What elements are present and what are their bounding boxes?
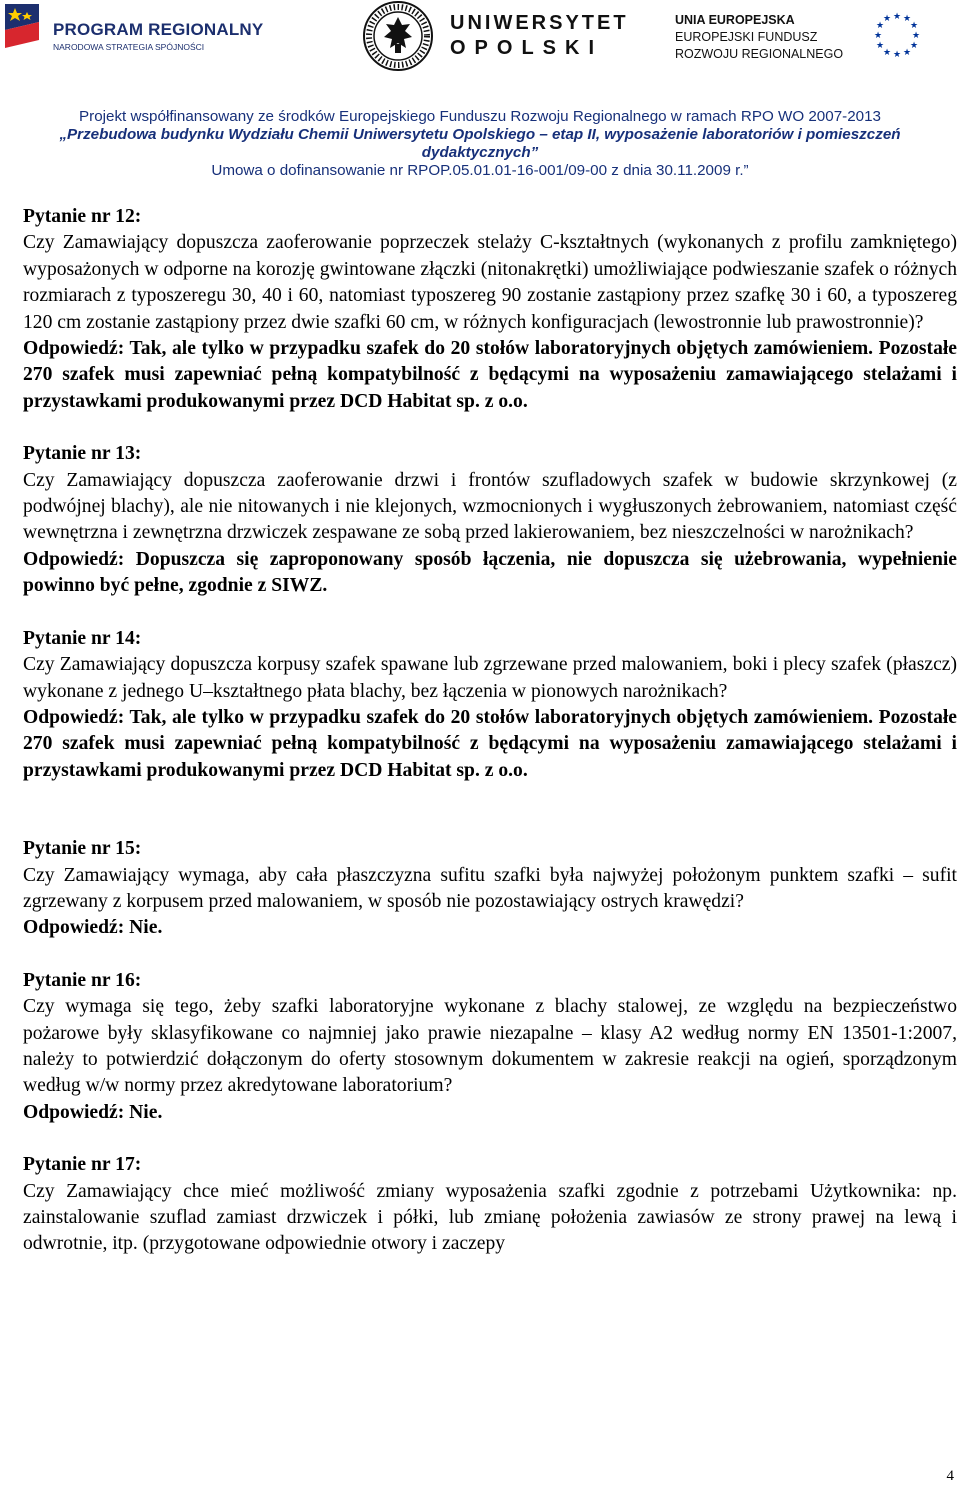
university-seal-icon (362, 0, 434, 72)
uniwersytet-opolski-logo (362, 0, 629, 72)
answer (23, 1100, 957, 1126)
eu-flag-icon (845, 8, 949, 66)
svg-text:★: ★ (873, 31, 883, 41)
svg-text:★: ★ (892, 12, 902, 22)
question-block (23, 441, 957, 599)
answer (23, 915, 957, 941)
answer-text: Tak, ale tylko w przypadku szafek do 20 stołów laboratoryjnych objętych zamówieniem. Pozostałe 270 szafek musi zapewniać pełną kompatybilność z będącymi na wyposażeniu zamawiającego stelażami i przystawkami produkowanymi przez DCD Habitat sp. z o.o. (23, 706, 958, 781)
answer-text: Nie. (129, 1101, 163, 1123)
project-banner (40, 108, 920, 180)
eu-name-line1: UNIA EUROPEJSKA (675, 13, 795, 27)
program-regionalny-name: PROGRAM REGIONALNY (53, 20, 264, 39)
question-title: Pytanie nr 13: (23, 443, 142, 465)
question-text: Czy Zamawiający wymaga, aby cała płaszczyzna sufitu szafki była najwyżej położonym punktem szafki – sufit zgrzewany z korpusem przed malowaniem, w sposób nie pozostawiający ostrych krawędzi? (23, 864, 957, 912)
question-block (23, 836, 957, 942)
pl-flag-icon (3, 2, 47, 58)
answer-label: Odpowiedź: (23, 548, 125, 570)
question-title: Pytanie nr 12: (23, 206, 142, 227)
answer-label: Odpowiedź: (23, 1101, 125, 1123)
question-block (23, 626, 957, 784)
banner-line-agreement: Umowa o dofinansowanie nr RPOP.05.01.01-16-001/09-00 z dnia 30.11.2009 r.” (211, 162, 749, 179)
university-name-line1: UNIWERSYTET (450, 12, 629, 34)
answer (23, 336, 957, 415)
question-text: Czy Zamawiający dopuszcza zaoferowanie drzwi i frontów szufladowych szafek w budowie skrzynkowej (z podwójnej blachy), ale nie nitowanych i nie klejonych, wzmocnionych i wygłuszonych żebrowaniem, natomiast część wewnętrzna i zewnętrzna drzwiczek zespawane ze sobą przed lakierowaniem, bez nieszczelności w narożnikach? (23, 469, 957, 544)
answer-text: Nie. (129, 917, 163, 939)
page-number: 4 (946, 1468, 954, 1484)
program-regionalny-logo (3, 2, 264, 62)
question-title: Pytanie nr 14: (23, 627, 142, 649)
question-text: Czy Zamawiający dopuszcza zaoferowanie poprzeczek stelaży C-kształtnych (wykonanych z profilu zamkniętego) wyposażonych w odporne na korozję gwintowane złączki (nitonakrętki) umożliwiające podwieszanie szafek o różnych rozmiarach z typoszeregu 30, 40 i 60, natomiast typoszereg 90 zostanie zastąpiony przez szafkę 30 i 60, a typoszereg 120 cm zostanie zastąpiony przez dwie szafki 60 cm, w różnych konfiguracjach (lewostronnie lub prawostronnie)? (23, 232, 957, 333)
question-block (23, 968, 957, 1126)
question-block (23, 204, 957, 415)
svg-text:★: ★ (892, 50, 902, 60)
eu-name-line3: ROZWOJU REGIONALNEGO (675, 47, 844, 61)
banner-line-project-title: „Przebudowa budynku Wydziału Chemii Uniwersytetu Opolskiego – etap II, wyposażenie laboratoriów i pomieszczeń dydaktycznych” (59, 126, 901, 161)
question-title: Pytanie nr 16: (23, 969, 142, 991)
svg-text:★: ★ (902, 14, 912, 24)
svg-text:★: ★ (911, 31, 921, 41)
answer-label: Odpowiedź: (23, 917, 125, 939)
answer (23, 705, 957, 784)
answer-label: Odpowiedź: (23, 706, 125, 728)
svg-text:★: ★ (882, 14, 892, 24)
question-title: Pytanie nr 15: (23, 838, 142, 860)
question-title: Pytanie nr 17: (23, 1154, 142, 1176)
answer-text: Tak, ale tylko w przypadku szafek do 20 stołów laboratoryjnych objętych zamówieniem. Pozostałe 270 szafek musi zapewniać pełną kompatybilność z będącymi na wyposażeniu zamawiającego stelażami i przystawkami produkowanymi przez DCD Habitat sp. z o.o. (23, 338, 958, 412)
svg-text:★: ★ (909, 41, 919, 51)
eu-name-line2: EUROPEJSKI FUNDUSZ (675, 30, 818, 44)
document-body (23, 204, 957, 1258)
question-text: Czy Zamawiający chce mieć możliwość zmiany wyposażenia szafki zgodnie z potrzebami Użytkownika: np. zainstalowanie szuflad zamiast drzwiczek i półki, lub zmianę położenia zawiasów ze strony prawej na lewą i odwrotnie, itp. (przygotowane odpowiednie otwory i zaczepy (23, 1180, 957, 1255)
university-name-line2: OPOLSKI (450, 37, 604, 59)
program-regionalny-subtitle: NARODOWA STRATEGIA SPÓJNOŚCI (53, 42, 205, 52)
svg-text:★: ★ (902, 48, 912, 58)
svg-text:★: ★ (875, 21, 885, 31)
svg-text:★: ★ (909, 21, 919, 31)
svg-text:★: ★ (875, 41, 885, 51)
logo-header (0, 0, 960, 80)
svg-text:★: ★ (882, 48, 892, 58)
banner-line-funding: Projekt współfinansowany ze środków Europejskiego Funduszu Rozwoju Regionalnego w ramach RPO WO 2007-2013 (79, 108, 881, 125)
question-block (23, 1152, 957, 1258)
question-text: Czy wymaga się tego, żeby szafki laboratoryjne wykonane z blachy stalowej, ze względu na bezpieczeństwo pożarowe były sklasyfikowane co najmniej jako prawie niezapalne – klasy A2 według normy EN 13501-1:2007, należy to potwierdzić dołączonym do oferty stosownym dokumentem w zakresie reakcji na ogień, sporządzonym według w/w normy przez akredytowane laboratorium? (23, 996, 957, 1097)
answer-label: Odpowiedź: (23, 338, 125, 360)
answer (23, 547, 957, 600)
answer-text: Dopuszcza się zaproponowany sposób łączenia, nie dopuszcza się użebrowania, wypełnienie powinno być pełne, zgodnie z SIWZ. (23, 548, 957, 597)
question-text: Czy Zamawiający dopuszcza korpusy szafek spawane lub zgrzewane przed malowaniem, boki i plecy szafek (płaszcz) wykonane z jednego U–kształtnego płata blachy, bez łączenia w pionowych narożnikach? (23, 654, 957, 702)
eu-logo (675, 8, 957, 70)
